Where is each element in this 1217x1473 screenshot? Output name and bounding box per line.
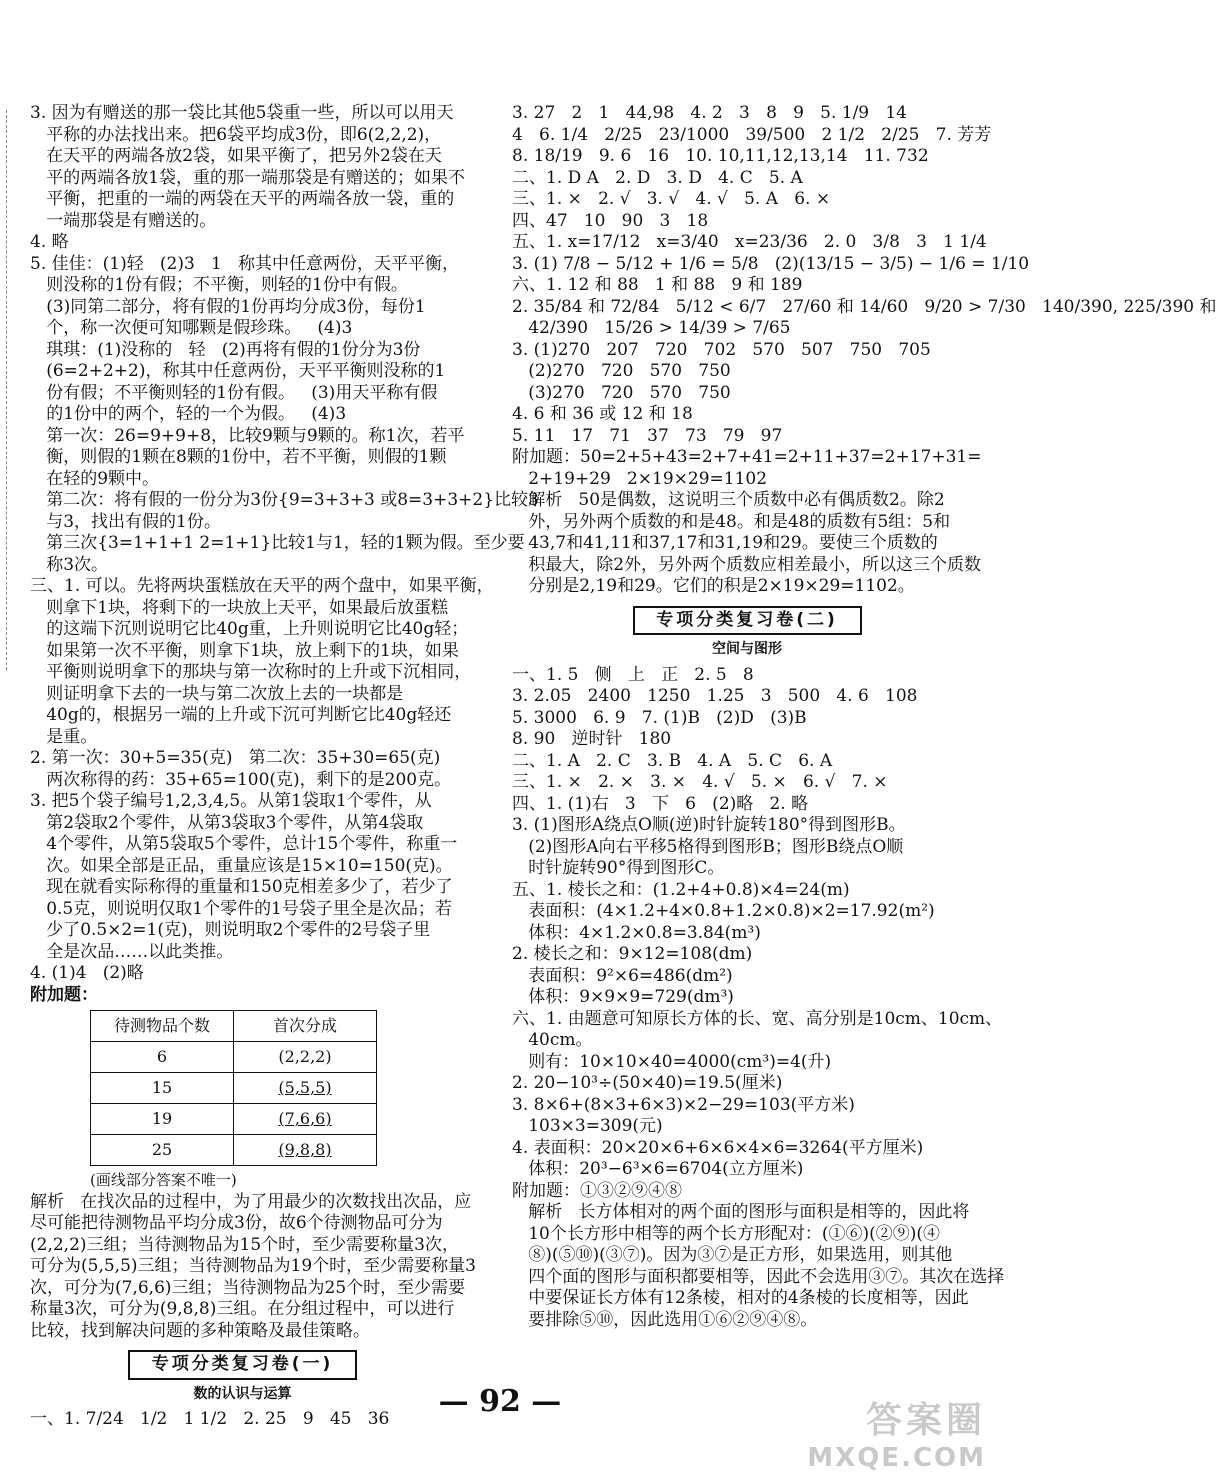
text-line: 103×3=309(元) [512,1116,663,1136]
text-line: 三、1. × 2. √ 3. √ 4. √ 5. A 6. × [512,189,831,209]
section-subtitle-2: 空间与图形 [712,641,782,657]
text-line: 2. 20−10³÷(50×40)=19.5(厘米) [512,1073,783,1093]
text-line: 现在就看实际称得的重量和150克相差多少了，若少了 [30,877,453,897]
text-line: 42/390 15/26 > 14/39 > 7/65 [512,318,791,338]
text-line: 四、47 10 90 3 18 [512,210,709,231]
text-line: 次，可分为(7,6,6)三组；当待测物品为25个时，至少需要 [30,1277,466,1298]
text-line: 第二次：将有假的一份分为3份{9=3+3+3 或8=3+3+2}比较3 [30,490,539,510]
text-line: 附加题：50=2+5+43=2+7+41=2+11+37=2+17+31= [512,447,982,467]
text-line: 与3，找出有假的1份。 [30,511,221,532]
text-line: 六、1. 12 和 88 1 和 88 9 和 189 [512,275,803,295]
text-line: 2. 棱长之和：9×12=108(dm) [512,944,753,964]
section-subtitle-1: 数的认识与运算 [193,1385,292,1402]
text-line: 五、1. 棱长之和：(1.2+4+0.8)×4=24(m) [512,879,850,900]
text-line: 则没称的1份有假；不平衡，则轻的1份中有假。 [30,275,408,295]
table-header-row [91,1011,377,1042]
text-line: 在轻的9颗中。 [30,468,160,489]
answer-table [90,1010,377,1166]
text-line: 3. (1)270 207 720 702 570 507 750 705 [512,339,931,360]
text-line: (3)270 720 570 750 [512,382,731,403]
text-line: 三、1. × 2. × 3. × 4. √ 5. × 6. √ 7. × [512,772,888,792]
text-line: 体积：4×1.2×0.8=3.84(m³) [512,922,761,943]
text-line: 则有：10×10×40=4000(cm³)=4(升) [512,1051,832,1072]
text-line: 外，另外两个质数的和是48。和是48的质数有5组：5和 [512,511,951,532]
table-cell: (2,2,2) [234,1042,377,1073]
text-line: 5. 3000 6. 9 7. (1)B (2)D (3)B [512,707,807,728]
text-line: 平衡则说明拿下的那块与第一次称时的上升或下沉相同， [30,662,472,682]
text-line: 称量3次，可分为(9,8,8)三组。在分组过程中，可以进行 [30,1299,455,1319]
section-title-2: 专项分类复习卷(二) [633,606,862,636]
text-line: 2. 第一次：30+5=35(克) 第二次：35+30=65(克) [30,748,441,768]
text-line: 8. 90 逆时针 180 [512,729,672,749]
table-cell: (7,6,6) [234,1104,377,1135]
right-answers-part2 [512,664,1005,1332]
text-line: 第三次{3=1+1+1 2=1+1}比较1与1，轻的1颗为假。至少要 [30,533,525,553]
text-line: 时针旋转90°得到图形C。 [512,858,725,878]
text-line: 两次称得的药：35+65=100(克)，剩下的是200克。 [30,769,452,790]
text-line: 则拿下1块，将剩下的一块放上天平，如果最后放蛋糕 [30,597,449,618]
text-line: 4. 略 [30,232,69,252]
text-line: 的这端下沉则说明它比40g重，上升则说明它比40g轻； [30,619,469,639]
text-line: 10个长方形中相等的两个长方形配对：(①⑥)(②⑨)(④ [512,1223,941,1244]
text-line: 3. (1) 7/8 − 5/12 + 1/6 = 5/8 (2)(13/15 − 3/5) − 1/6 = 1/10 [512,253,1030,274]
text-line: 解析 50是偶数，这说明三个质数中必有偶质数2。除2 [512,490,945,510]
text-line: 二、1. D A 2. D 3. D 4. C 5. A [512,167,803,188]
text-line: (3)同第二部分，将有假的1份再均分成3份，每份1 [30,296,426,317]
text-line: (2,2,2)三组；当待测物品为15个时，至少需要称量3次， [30,1234,459,1255]
text-line: 的1份中的两个，轻的一个为假。 (4)3 [30,404,347,424]
right-column [512,103,1217,1331]
text-line: 要排除⑤⑩，因此选用①⑥②⑨④⑧。 [512,1309,818,1330]
text-line: (2)270 720 570 750 [512,361,731,381]
text-line: 43,7和41,11和37,17和31,19和29。要使三个质数的 [512,533,938,553]
text-line: 4个零件，从第5袋取5个零件，总计15个零件，称重一 [30,834,458,854]
text-line: 4. 6 和 36 或 12 和 18 [512,404,693,424]
table-row [91,1042,377,1073]
text-line: 是重。 [30,726,98,747]
text-line: 比较，找到解决问题的多种策略及最佳策略。 [30,1320,370,1341]
text-line: 2. 35/84 和 72/84 5/12 < 6/7 27/60 和 14/60 9/20 > 7/30 140/390, 225/390 和 [512,296,1217,317]
fujia-label: 附加题： [30,984,98,1005]
text-line: 解析 在找次品的过程中，为了用最少的次数找出次品，应 [30,1191,472,1212]
text-line: 表面积：9²×6=486(dm²) [512,965,733,986]
right-answers-part1 [512,103,1217,598]
table-row [91,1073,377,1104]
text-line: 一、1. 5 侧 上 正 2. 5 8 [512,664,754,685]
watermark-line2: MXQE.COM [807,1443,986,1473]
text-line: 5. 11 17 71 37 73 79 97 [512,425,783,446]
table-header-cell: 首次分成 [234,1011,377,1042]
text-line: 尽可能把待测物品平均分成3份，故6个待测物品可分为 [30,1213,443,1233]
text-line: 附加题：①③②⑨④⑧ [512,1180,682,1201]
text-line: (6=2+2+2)，称其中任意两份，天平平衡则没称的1 [30,361,446,381]
text-line: 三、1. 可以。先将两块蛋糕放在天平的两个盘中，如果平衡， [30,576,494,596]
text-line: 3. 2.05 2400 1250 1.25 3 500 4. 6 108 [512,686,918,706]
margin-dashed-line [6,110,7,670]
text-line: 解析 长方体相对的两个面的图形与面积是相等的，因此将 [512,1202,970,1222]
table-note: (画线部分答案不唯一) [90,1171,237,1189]
text-line: 体积：20³−6³×6=6704(立方厘米) [512,1159,804,1179]
text-line: 可分为(5,5,5)三组；当待测物品为19个时，至少需要称量3 [30,1256,476,1276]
text-line: 五、1. x=17/12 x=3/40 x=23/36 2. 0 3/8 3 1 1/4 [512,232,987,252]
table-row [91,1135,377,1166]
table-header-cell: 待测物品个数 [91,1011,234,1042]
table-cell: (5,5,5) [234,1073,377,1104]
text-line: 第一次：26=9+9+8，比较9颗与9颗的。称1次，若平 [30,425,465,446]
page-number: — 92 — [438,1384,562,1419]
text-line: 积最大，除2外，另外两个质数应相差最小，所以这三个质数 [512,554,982,575]
section-title-1: 专项分类复习卷(一) [128,1350,357,1380]
text-line: 衡，则假的1颗在8颗的1份中，若不平衡，则假的1颗 [30,447,447,467]
left-analysis [30,1191,476,1343]
text-line: 个，称一次便可知哪颗是假珍珠。 (4)3 [30,318,353,338]
left-last-line: 一、1. 7/24 1/2 1 1/2 2. 25 9 45 36 [30,1409,390,1429]
text-line: 平衡，把重的一端的两袋在天平的两端各放一袋，重的 [30,189,455,209]
text-line: 全是次品……以此类推。 [30,941,234,962]
text-line: 则证明拿下去的一块与第二次放上去的一块都是 [30,683,404,704]
text-line: 琪琪：(1)没称的 轻 (2)再将有假的1份分为3份 [30,339,421,360]
text-line: 在天平的两端各放2袋，如果平衡了，把另外2袋在天 [30,146,442,166]
text-line: 3. 因为有赠送的那一袋比其他5袋重一些，所以可以用天 [30,103,454,123]
text-line: 3. (1)图形A绕点O顺(逆)时针旋转180°得到图形B。 [512,815,906,835]
text-line: 8. 18/19 9. 6 16 10. 10,11,12,13,14 11. 732 [512,146,929,166]
text-line: 4 6. 1/4 2/25 23/1000 39/500 2 1/2 2/25 7. 芳芳 [512,124,992,145]
text-line: 四、1. (1)右 3 下 6 (2)略 2. 略 [512,793,809,814]
text-line: 分别是2,19和29。它们的积是2×19×29=1102。 [512,576,915,596]
text-line: 六、1. 由题意可知原长方体的长、宽、高分别是10cm、10cm、 [512,1008,1003,1029]
text-line: 3. 27 2 1 44,98 4. 2 3 8 9 5. 1/9 14 [512,103,907,123]
text-line: 中要保证长方体有12条棱，相对的4条棱的长度相等，因此 [512,1288,969,1308]
table-row [91,1104,377,1135]
text-line: 0.5克，则说明仅取1个零件的1号袋子里全是次品；若 [30,898,452,919]
text-line: 称3次。 [30,554,109,575]
watermark [807,1392,986,1473]
text-line: 一端那袋是有赠送的。 [30,210,217,231]
text-line: (2)图形A向右平移5格得到图形B；图形B绕点O顺 [512,836,904,857]
table-cell: 6 [91,1042,234,1073]
watermark-line1: 答案圈 [865,1400,986,1441]
text-line: 次。如果全部是正品，重量应该是15×10=150(克)。 [30,855,453,876]
text-line: 体积：9×9×9=729(dm³) [512,987,734,1007]
table-cell: 25 [91,1135,234,1166]
text-line: 40g的，根据另一端的上升或下沉可判断它比40g轻还 [30,705,452,725]
text-line: 4. 表面积：20×20×6+6×6×4×6=3264(平方厘米) [512,1137,924,1158]
text-line: 2+19+29 2×19×29=1102 [512,468,768,489]
text-line: 二、1. A 2. C 3. B 4. A 5. C 6. A [512,750,833,771]
text-line: 如果第一次不平衡，则拿下1块，放上剩下的1块，如果 [30,640,459,661]
text-line: 平的两端各放1袋，重的那一端那袋是有赠送的；如果不 [30,167,466,188]
text-line: 平称的办法找出来。把6袋平均成3份，即6(2,2,2)， [30,124,442,145]
text-line: 表面积：(4×1.2+4×0.8+1.2×0.8)×2=17.92(m²) [512,901,935,921]
table-cell: 19 [91,1104,234,1135]
text-line: 40cm。 [512,1030,593,1050]
text-line: ⑧)(⑤⑩)(③⑦)。因为③⑦是正方形，如果选用，则其他 [512,1245,953,1265]
text-line: 少了0.5×2=1(克)，则说明取2个零件的2号袋子里 [30,920,431,940]
text-line: 3. 把5个袋子编号1,2,3,4,5。从第1袋取1个零件，从 [30,791,432,811]
text-line: 4. (1)4 (2)略 [30,963,144,983]
table-cell: 15 [91,1073,234,1104]
text-line: 5. 佳佳：(1)轻 (2)3 1 称其中任意两份，天平平衡， [30,253,460,274]
text-line: 3. 8×6+(8×3+6×3)×2−29=103(平方米) [512,1094,855,1115]
left-answers-part1 [30,103,539,985]
table-cell: (9,8,8) [234,1135,377,1166]
text-line: 份有假；不平衡则轻的1份有假。 (3)用天平称有假 [30,382,438,403]
text-line: 四个面的图形与面积都要相等，因此不会选用③⑦。其次在选择 [512,1266,1005,1287]
text-line: 第2袋取2个零件，从第3袋取3个零件，从第4袋取 [30,812,424,833]
